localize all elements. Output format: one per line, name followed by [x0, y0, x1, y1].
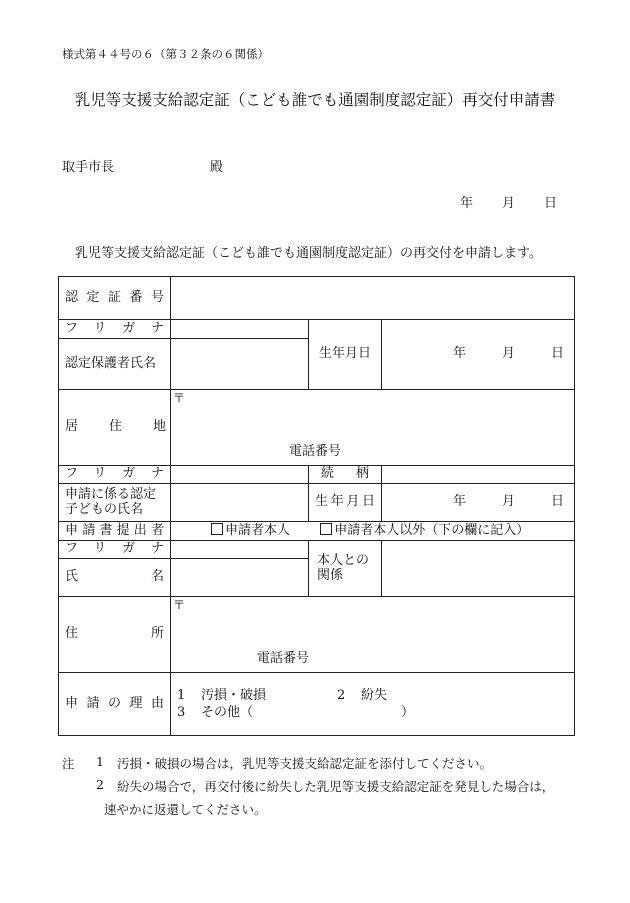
page-title: 乳児等支援支給認定証（こども誰でも通園制度認定証）再交付申請書: [74, 91, 556, 109]
relationship-field[interactable]: [382, 466, 575, 484]
reason-2-number: 2: [337, 688, 346, 703]
option-other-checkbox[interactable]: [320, 523, 332, 535]
date-month-label: 月: [502, 196, 516, 211]
guardian-name-label: 認定保護者氏名: [59, 339, 171, 390]
reason-3-close: ）: [401, 705, 415, 720]
application-statement: 乳児等支援支給認定証（こども誰でも通園制度認定証）の再交付を申請します。: [75, 246, 542, 261]
child-birth-year-label: 年: [452, 494, 466, 510]
application-date: [460, 192, 557, 211]
reason-1-number: 1: [177, 688, 186, 703]
child-name-label-line-1: 申請に係る認定: [65, 486, 157, 502]
relation-to-self-field[interactable]: [382, 541, 575, 597]
cert-number-label: 認定証番号: [59, 277, 171, 320]
submitter-options: [171, 522, 575, 541]
relation-to-self-label-line-2: 関係: [317, 567, 344, 583]
child-name-label: [59, 484, 171, 522]
addressee-name: 取手市長: [62, 160, 115, 175]
child-birth-month-label: 月: [501, 494, 515, 510]
reason-field: [171, 673, 575, 736]
guardian-birthdate-field[interactable]: [382, 320, 575, 390]
relation-to-self-label-line-1: 本人との: [317, 552, 370, 568]
relationship-label: 続柄: [309, 466, 382, 484]
birth-year-label: 年: [452, 346, 466, 362]
note-1-text: 汚損・破損の場合は，乳児等支援支給認定証を添付してください。: [117, 756, 493, 771]
child-furigana-field[interactable]: [171, 466, 309, 484]
postal-mark-icon: 〒: [173, 391, 186, 405]
address-phone-label: 電話番号: [257, 651, 310, 666]
form-number: 様式第４４号の６（第３２条の６関係）: [62, 47, 269, 61]
reason-label: 申請の理由: [59, 673, 171, 736]
date-day-label: 日: [544, 196, 558, 211]
residence-phone-label: 電話番号: [289, 444, 342, 459]
residence-label-char-1: 居: [65, 419, 79, 434]
submitter-name-field[interactable]: [171, 559, 309, 597]
reason-row-3: [177, 704, 568, 721]
residence-field[interactable]: [171, 390, 575, 466]
reason-3-text[interactable]: その他（: [201, 705, 254, 720]
notes-heading: 注: [62, 756, 75, 771]
reason-2-text[interactable]: 紛失: [361, 688, 388, 703]
addressee-honorific: 殿: [210, 160, 224, 175]
submitter-label: 申請書提出者: [59, 522, 171, 541]
child-name-field[interactable]: [171, 484, 309, 522]
submitter-postal-mark-icon: 〒: [173, 598, 186, 612]
birth-day-label: 日: [551, 346, 565, 362]
child-birth-day-label: 日: [551, 494, 565, 510]
application-form-table: [58, 276, 575, 736]
submitter-furigana-field[interactable]: [171, 541, 309, 559]
note-1-number: 1: [96, 754, 104, 769]
child-birthdate-field[interactable]: [382, 484, 575, 522]
child-furigana-label: フリガナ: [59, 466, 171, 484]
reason-row-1: [177, 687, 568, 704]
address-field[interactable]: [171, 597, 575, 673]
submitter-name-label: 氏名: [59, 559, 171, 597]
guardian-name-field[interactable]: [171, 339, 309, 390]
reason-3-number: 3: [177, 705, 186, 720]
birth-month-label: 月: [501, 346, 515, 362]
relation-to-self-label: [309, 541, 382, 597]
option-other-label: 申請者本人以外（下の欄に記入）: [334, 523, 530, 539]
option-self[interactable]: [211, 523, 290, 538]
address-label: 住所: [59, 597, 171, 673]
reason-1-text[interactable]: 汚損・破損: [201, 688, 267, 703]
option-self-label: 申請者本人: [225, 523, 291, 539]
residence-label-char-2: 住: [109, 419, 123, 434]
date-year-label: 年: [460, 196, 474, 211]
note-2-text-line-2: 速やかに返還してください。: [104, 802, 267, 817]
guardian-birthdate-label: 生年月日: [309, 320, 382, 390]
submitter-furigana-label: フリガナ: [59, 541, 171, 559]
guardian-furigana-field[interactable]: [171, 320, 309, 339]
note-2-number: 2: [96, 777, 104, 792]
residence-label-char-3: 地: [153, 419, 167, 434]
note-2-text-line-1: 紛失の場合で，再交付後に紛失した乳児等支援支給認定証を発見した場合は，: [117, 779, 555, 794]
option-self-checkbox[interactable]: [211, 523, 223, 535]
option-other[interactable]: [320, 523, 529, 538]
residence-label: [59, 390, 171, 466]
child-birthdate-label: 生年月日: [309, 484, 382, 522]
guardian-furigana-label: フリガナ: [59, 320, 171, 339]
child-name-label-line-2: 子どもの氏名: [65, 501, 144, 517]
cert-number-field[interactable]: [171, 277, 575, 320]
